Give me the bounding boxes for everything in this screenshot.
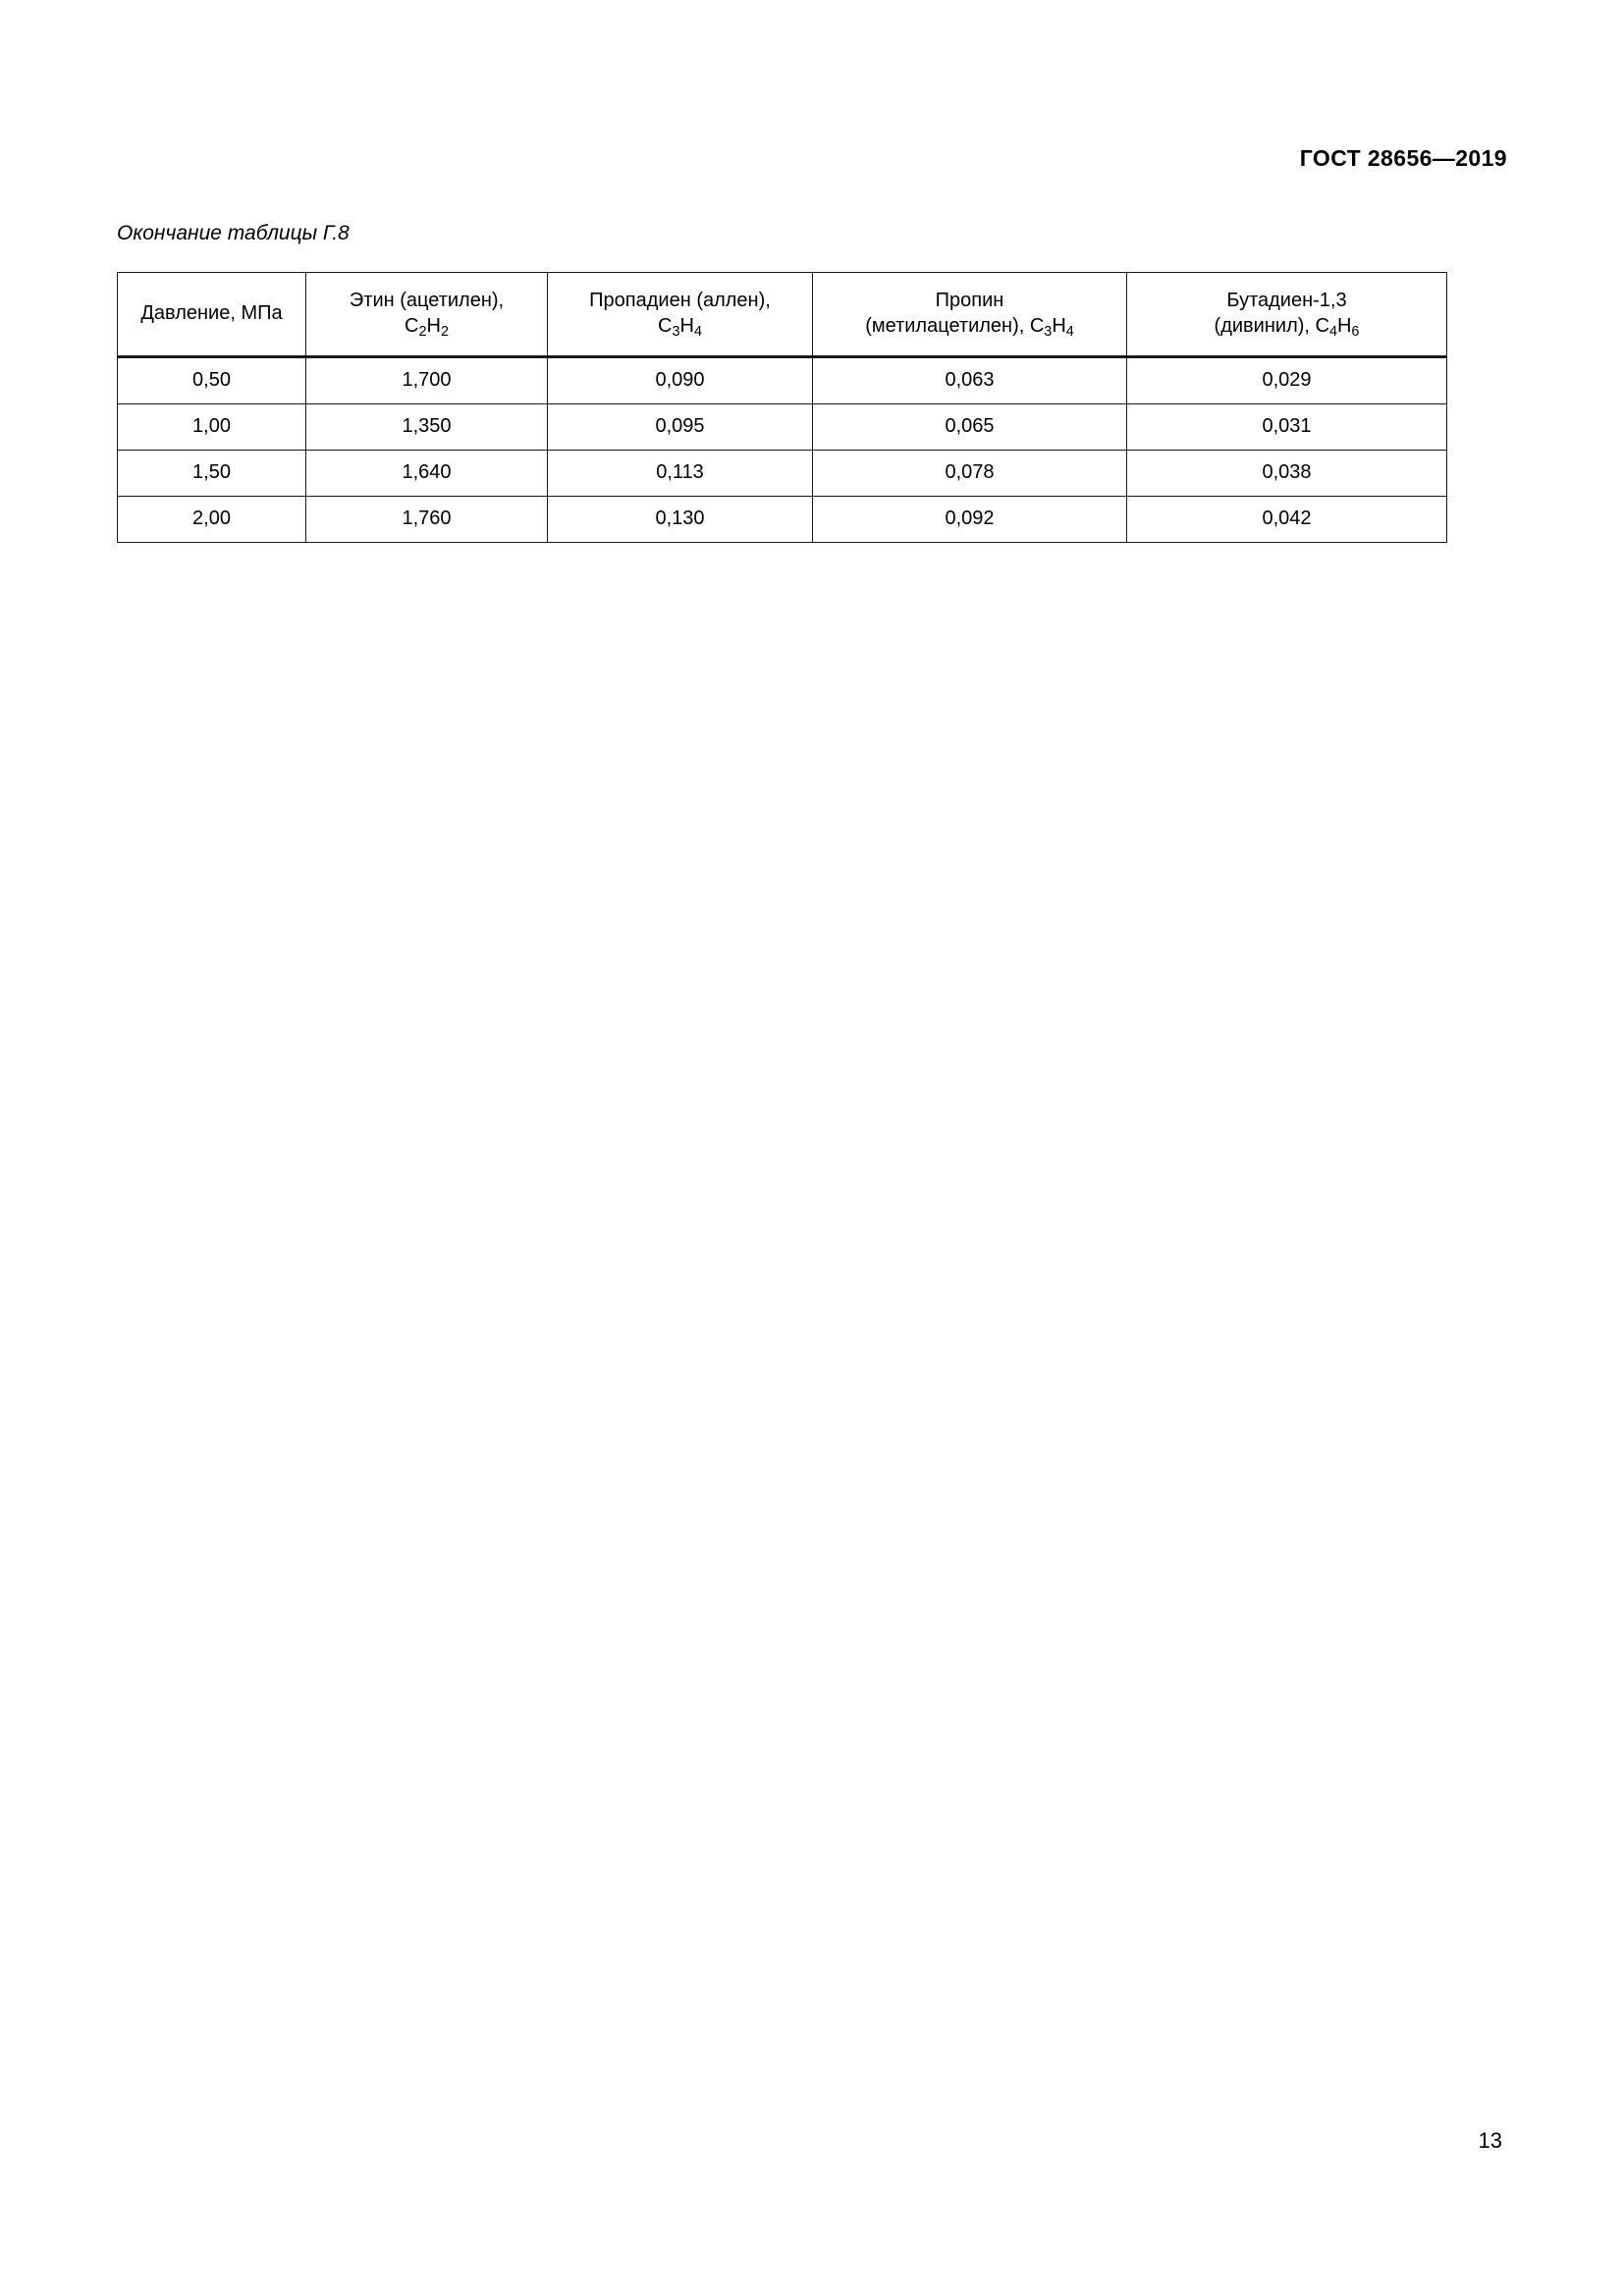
table-row <box>118 451 1447 497</box>
cell-butadiene: 0,031 <box>1127 404 1447 451</box>
column-header-propadiene <box>548 273 813 357</box>
cell-propadiene: 0,090 <box>548 357 813 404</box>
cell-propyne: 0,078 <box>813 451 1127 497</box>
cell-propyne: 0,092 <box>813 497 1127 543</box>
cell-ethyne: 1,760 <box>306 497 548 543</box>
table-row <box>118 357 1447 404</box>
table-body <box>118 357 1447 543</box>
cell-pressure: 0,50 <box>118 357 306 404</box>
cell-pressure: 2,00 <box>118 497 306 543</box>
table-row <box>118 497 1447 543</box>
column-header-butadiene <box>1127 273 1447 357</box>
table-row <box>118 404 1447 451</box>
cell-propadiene: 0,130 <box>548 497 813 543</box>
cell-ethyne: 1,350 <box>306 404 548 451</box>
column-header-ethyne <box>306 273 548 357</box>
page-header-standard-number: ГОСТ 28656—2019 <box>1299 145 1507 171</box>
table-caption: Окончание таблицы Г.8 <box>117 222 350 244</box>
cell-pressure: 1,50 <box>118 451 306 497</box>
column-header-pressure <box>118 273 306 357</box>
cell-propyne: 0,065 <box>813 404 1127 451</box>
cell-propyne: 0,063 <box>813 357 1127 404</box>
cell-butadiene: 0,038 <box>1127 451 1447 497</box>
column-header-butadiene-line2: (дивинил), $C_4H_6$ <box>1214 315 1360 341</box>
table-container <box>117 272 1446 543</box>
table-header-row-group <box>118 273 1447 357</box>
column-header-pressure-line1: Давление, МПа <box>140 302 283 325</box>
column-header-ethyne-line1: Этин (ацетилен), <box>349 290 505 312</box>
cell-ethyne: 1,700 <box>306 357 548 404</box>
column-header-propyne <box>813 273 1127 357</box>
cell-propadiene: 0,113 <box>548 451 813 497</box>
data-table <box>117 272 1447 543</box>
cell-butadiene: 0,029 <box>1127 357 1447 404</box>
page-number: 13 <box>1478 2128 1502 2153</box>
column-header-butadiene-line1: Бутадиен-1,3 <box>1226 290 1347 312</box>
column-header-ethyne-formula: $C_2H_2$ <box>405 315 449 341</box>
column-header-propyne-line1: Пропин <box>935 290 1004 312</box>
column-header-propadiene-formula: $C_3H_4$ <box>658 315 702 341</box>
table-header-row <box>118 273 1447 357</box>
cell-butadiene: 0,042 <box>1127 497 1447 543</box>
cell-ethyne: 1,640 <box>306 451 548 497</box>
column-header-propyne-line2: (метилацетилен), $C_3H_4$ <box>865 315 1074 341</box>
cell-pressure: 1,00 <box>118 404 306 451</box>
column-header-propadiene-line1: Пропадиен (аллен), <box>589 290 771 312</box>
cell-propadiene: 0,095 <box>548 404 813 451</box>
